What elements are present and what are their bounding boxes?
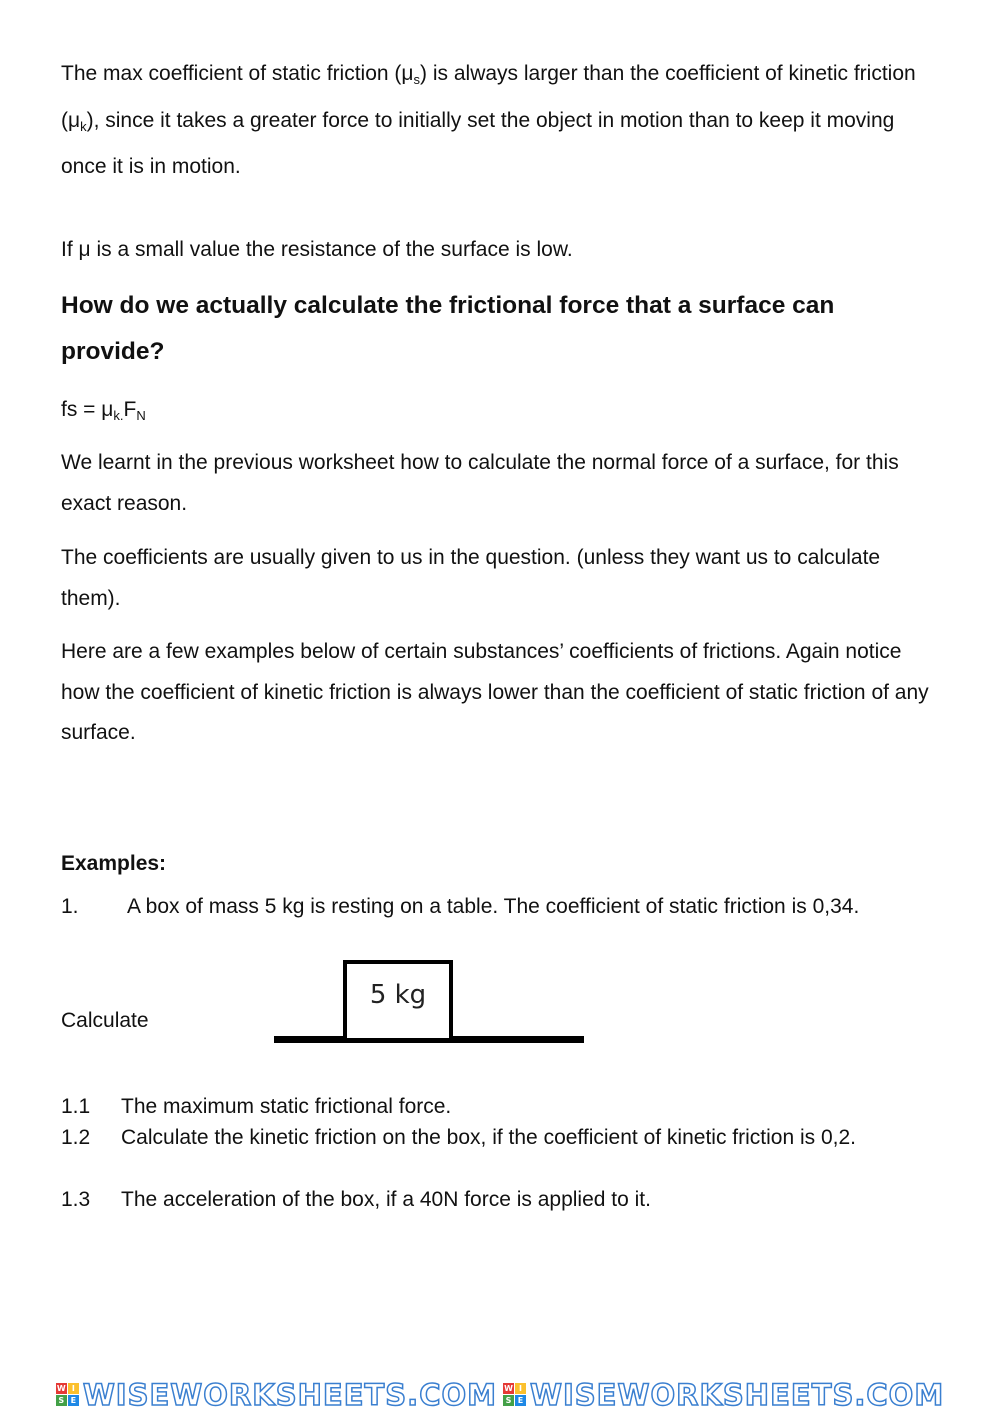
paragraph-coefficients: The coefficients are usually given to us in the question. (unless they want us to calculate them). xyxy=(61,546,881,610)
watermark-logo-icon xyxy=(56,1383,79,1406)
paragraph-examples-intro: Here are a few examples below of certain substances’ coefficients of frictions. Again notice how the coefficient of kinetic friction is always lower than the coefficient of static friction of any surface. xyxy=(61,640,929,744)
subquestion-number: 1.2 xyxy=(61,1126,91,1149)
logo-tile: W xyxy=(504,1384,513,1393)
box-mass-label: 5 kg xyxy=(369,980,427,1010)
subquestion-list xyxy=(0,1092,1000,1222)
watermark-text: WISEWORKSHEETS.COM xyxy=(82,1377,497,1412)
paragraph-static-vs-kinetic: The max coefficient of static friction $(\mu_s)$ is always larger than the coefficient of kinetic friction $(\mu_k)$, since it takes a greater force to initially set the object in motion than to keep it moving once it is in motion. xyxy=(61,62,916,178)
logo-tile: S xyxy=(503,1395,514,1406)
logo-tile: E xyxy=(515,1395,526,1406)
logo-tile: S xyxy=(56,1395,67,1406)
friction-formula: fs = $\mu_{k.}F_N$ xyxy=(61,398,146,423)
watermark-group xyxy=(56,1378,497,1412)
examples-heading: Examples: xyxy=(61,852,167,875)
logo-tile: I xyxy=(515,1383,526,1394)
subquestion-number: 1.3 xyxy=(61,1188,91,1211)
question-1 xyxy=(0,892,1000,954)
subquestion-text: The maximum static frictional force. xyxy=(121,1095,452,1118)
subquestion-text: Calculate the kinetic friction on the box, if the coefficient of kinetic friction is 0,2. xyxy=(121,1126,856,1149)
question-number: 1. xyxy=(61,895,79,918)
watermark-footer xyxy=(0,1376,1000,1413)
logo-tile: I xyxy=(68,1383,79,1394)
logo-tile: E xyxy=(68,1395,79,1406)
logo-tile: W xyxy=(56,1384,66,1393)
paragraph-normal-force: We learnt in the previous worksheet how to calculate the normal force of a surface, for this exact reason. xyxy=(61,451,899,515)
section-heading: How do we actually calculate the frictional force that a surface can provide? xyxy=(61,292,835,365)
watermark-group xyxy=(503,1378,944,1412)
watermark-text: WISEWORKSHEETS.COM xyxy=(530,1377,945,1412)
calculate-label: Calculate xyxy=(61,1009,149,1032)
subquestion-number: 1.1 xyxy=(61,1095,91,1118)
subquestion-text: The acceleration of the box, if a 40N force is applied to it. xyxy=(121,1188,651,1211)
mass-box xyxy=(343,960,453,1042)
question-text: A box of mass 5 kg is resting on a table. The coefficient of static friction is 0,34. xyxy=(127,895,860,918)
watermark-logo-icon xyxy=(503,1383,526,1406)
paragraph-small-mu: If μ is a small value the resistance of the surface is low. xyxy=(61,238,573,261)
